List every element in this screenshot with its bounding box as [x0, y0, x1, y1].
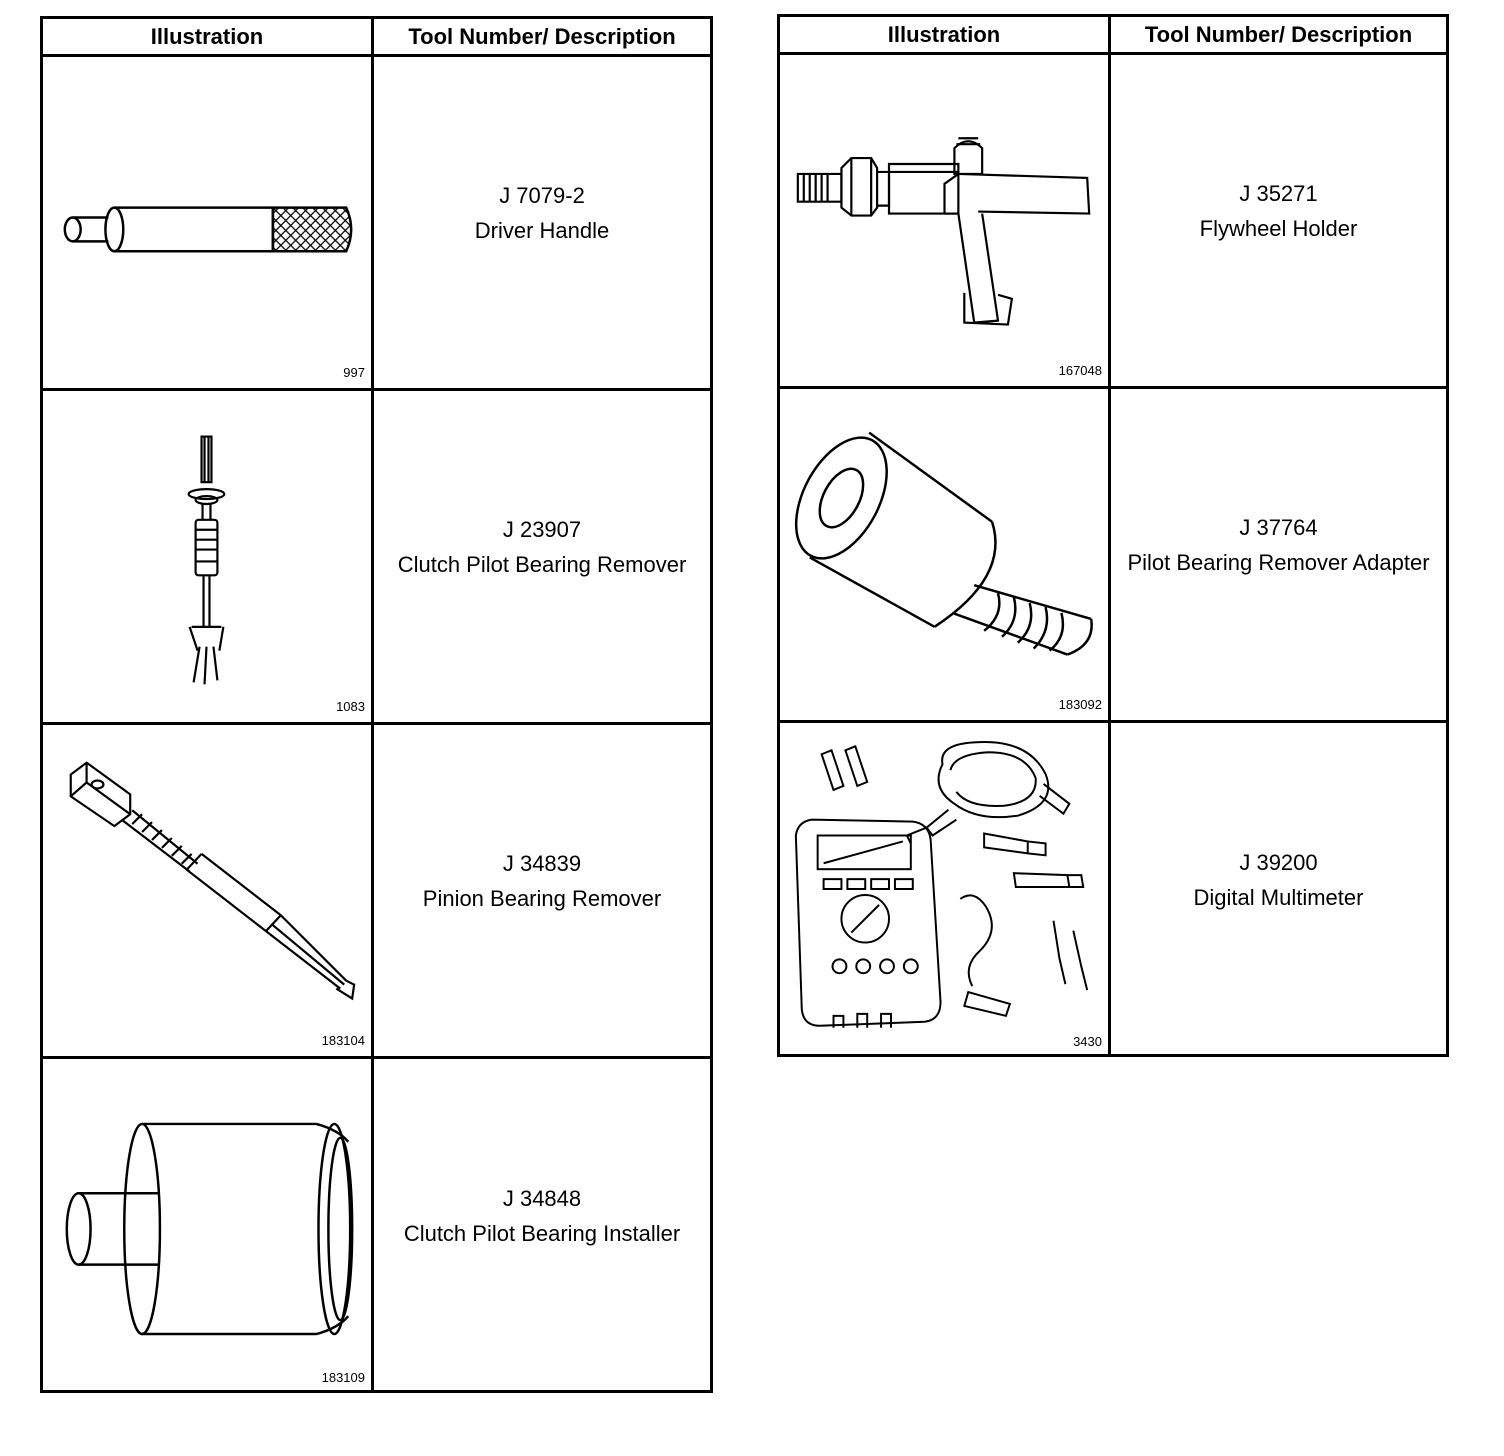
tool-name: Pinion Bearing Remover: [422, 885, 662, 911]
tool-number: J 23907: [502, 516, 582, 542]
tool-number: J 37764: [1239, 514, 1318, 540]
table-header: [780, 17, 1446, 55]
pinion-remover-icon: [43, 725, 371, 1056]
table-row: [780, 389, 1446, 723]
multimeter-icon: [780, 723, 1108, 1057]
tool-table-left: [40, 16, 713, 1393]
table-header: [43, 19, 710, 57]
tool-name: Driver Handle: [474, 217, 610, 243]
tool-number: J 39200: [1239, 850, 1318, 875]
tool-number: J 35271: [1239, 180, 1318, 206]
figure-number: 167048: [1058, 363, 1102, 378]
header-description: Tool Number/ Description: [1144, 21, 1413, 47]
description-cell: [1111, 389, 1446, 720]
tool-number: J 34848: [502, 1186, 582, 1211]
table-row: [43, 1059, 710, 1393]
table-row: [43, 57, 710, 391]
figure-number: 997: [343, 365, 365, 380]
tool-name: Pilot Bearing Remover Adapter: [1127, 549, 1430, 575]
bearing-installer-icon: [43, 1059, 371, 1393]
bearing-remover-icon: [43, 391, 371, 722]
figure-number: 1083: [336, 699, 365, 714]
driver-handle-icon: [43, 57, 371, 388]
illustration-cell: [43, 1059, 374, 1393]
illustration-cell: [43, 725, 374, 1056]
illustration-cell: [43, 57, 374, 388]
table-row: [780, 55, 1446, 389]
table-row: [43, 391, 710, 725]
tool-number: J 7079-2: [499, 182, 585, 208]
remover-adapter-icon: [780, 389, 1108, 720]
description-cell: [374, 391, 710, 722]
tool-table-right: [777, 14, 1449, 1057]
header-illustration: Illustration: [43, 19, 374, 54]
header-description: Tool Number/ Description: [408, 23, 676, 49]
illustration-cell: [780, 389, 1111, 720]
illustration-cell: [43, 391, 374, 722]
tool-number: J 34839: [502, 850, 582, 876]
table-row: [780, 723, 1446, 1057]
illustration-cell: [780, 55, 1111, 386]
table-row: [43, 725, 710, 1059]
figure-number: 183104: [321, 1033, 365, 1048]
figure-number: 183092: [1058, 697, 1102, 712]
description-cell: [374, 725, 710, 1056]
illustration-cell: [780, 723, 1111, 1057]
tool-name: Digital Multimeter: [1193, 885, 1364, 910]
tool-name: Clutch Pilot Bearing Remover: [397, 551, 687, 577]
flywheel-holder-icon: [780, 55, 1108, 386]
description-cell: [1111, 723, 1446, 1057]
header-illustration: Illustration: [780, 17, 1111, 52]
figure-number: 3430: [1073, 1034, 1102, 1049]
tool-name: Clutch Pilot Bearing Installer: [403, 1221, 681, 1246]
description-cell: [374, 57, 710, 388]
description-cell: [374, 1059, 710, 1393]
figure-number: 183109: [321, 1370, 365, 1385]
description-cell: [1111, 55, 1446, 386]
tool-name: Flywheel Holder: [1199, 215, 1358, 241]
